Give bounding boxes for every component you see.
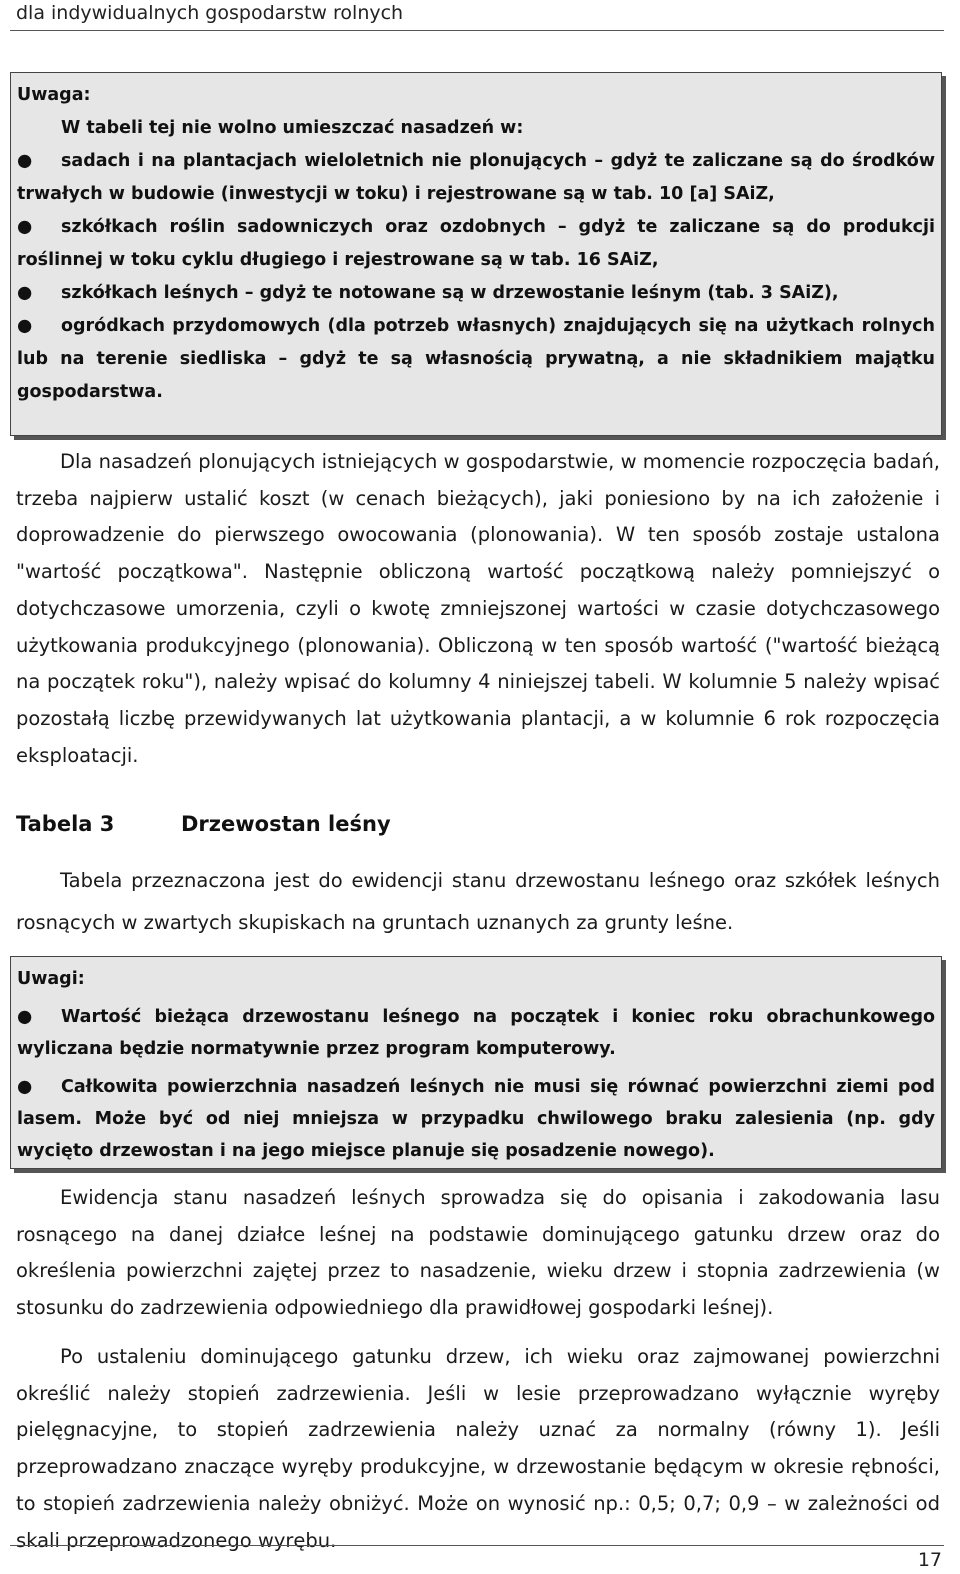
bullet-icon: ●	[17, 1007, 33, 1027]
note-intro: W tabeli tej nie wolno umieszczać nasadzeń w:	[61, 118, 524, 138]
note-bullet	[17, 1071, 935, 1167]
bullet-icon: ●	[17, 316, 33, 336]
note-bullet	[17, 310, 935, 409]
section-number: Tabela 3	[16, 812, 115, 836]
bullet-icon: ●	[17, 151, 33, 171]
running-header: dla indywidualnych gospodarstw rolnych	[16, 2, 404, 24]
footer-divider	[10, 1545, 944, 1546]
note-bullet	[17, 1001, 935, 1065]
note-title: Uwaga:	[17, 85, 91, 105]
note-bullet-text: sadach i na plantacjach wieloletnich nie plonujących – gdyż te zaliczane są do środków trwałych w budowie (inwestycji w toku) i rejestrowane są w tab. 10 [a] SAiZ,	[17, 151, 935, 204]
note-bullet-text: ogródkach przydomowych (dla potrzeb własnych) znajdujących się na użytkach rolnych lub na terenie siedliska – gdyż te są własnością prywatną, a nie składnikiem majątku gospodarstwa.	[17, 316, 935, 402]
paragraph-text: Po ustaleniu dominującego gatunku drzew, ich wieku oraz zajmowanej powierzchni określić należy stopień zadrzewienia. Jeśli w lesie przeprowadzano wyłącznie wyręby pielęgnacyjne, to stopień zadrzewienia należy uznać za normalny (równy 1). Jeśli przeprowadzano znaczące wyręby produkcyjne, w drzewostanie będącym w okresie rębności, to stopień zadrzewienia należy obniżyć. Może on wynosić np.: 0,5; 0,7; 0,9 – w zależności od skali przeprowadzonego wyrębu.	[16, 1345, 940, 1552]
paragraph-plantation-value	[16, 444, 940, 774]
paragraph-text: Dla nasadzeń plonujących istniejących w gospodarstwie, w momencie rozpoczęcia badań, trzeba najpierw ustalić koszt (w cenach bieżących), jaki poniesiono by na ich założenie i doprowadzenie do pierwszego owocowania (plonowania). W ten sposób zostaje ustalona "wartość początkowa". Następnie obliczoną wartość początkową należy pomniejszyć o dotychczasowe umorzenia, czyli o kwotę zmniejszonej wartości w czasie dotychczasowego użytkowania produkcyjnego (plonowania). Obliczoną w ten sposób wartość ("wartość bieżącą na początek roku"), należy wpisać do kolumny 4 niniejszej tabeli. W kolumnie 5 należy wpisać pozostałą liczbę przewidywanych lat użytkowania plantacji, a w kolumnie 6 rok rozpoczęcia eksploatacji.	[16, 450, 940, 767]
paragraph-forest-records	[16, 1180, 940, 1327]
note-bullet	[17, 277, 935, 310]
paragraph-text: Tabela przeznaczona jest do ewidencji stanu drzewostanu leśnego oraz szkółek leśnych rosnących w zwartych skupiskach na gruntach uznanych za grunty leśne.	[16, 869, 940, 934]
bullet-icon: ●	[17, 1077, 33, 1097]
note-box-uwagi	[10, 956, 942, 1169]
note-bullet	[17, 211, 935, 277]
note-bullet-text: szkółkach roślin sadowniczych oraz ozdobnych – gdyż te zaliczane są do produkcji roślinnej w toku cyklu długiego i rejestrowane są w tab. 16 SAiZ,	[17, 217, 935, 270]
bullet-icon: ●	[17, 283, 33, 303]
note-title: Uwagi:	[17, 969, 85, 989]
note-bullet	[17, 145, 935, 211]
note-bullet-text: Całkowita powierzchnia nasadzeń leśnych nie musi się równać powierzchni ziemi pod lasem. Może być od niej mniejsza w przypadku chwilowego braku zalesienia (np. gdy wycięto drzewostan i na jego miejsce planuje się posadzenie nowego).	[17, 1077, 935, 1161]
paragraph-stocking-degree	[16, 1339, 940, 1559]
page-number: 17	[917, 1549, 942, 1571]
bullet-icon: ●	[17, 217, 33, 237]
note-bullet-text: szkółkach leśnych – gdyż te notowane są w drzewostanie leśnym (tab. 3 SAiZ),	[61, 283, 839, 303]
section-title: Drzewostan leśny	[181, 812, 391, 836]
header-divider	[10, 30, 944, 31]
note-bullet-text: Wartość bieżąca drzewostanu leśnego na początek i koniec roku obrachunkowego wyliczana będzie normatywnie przez program komputerowy.	[17, 1007, 935, 1059]
paragraph-text: Ewidencja stanu nasadzeń leśnych sprowadza się do opisania i zakodowania lasu rosnącego na danej działce leśnej na podstawie dominującego gatunku drzew oraz do określenia powierzchni zajętej przez to nasadzenie, wieku drzew i stopnia zadrzewienia (w stosunku do zadrzewienia odpowiedniego dla prawidłowej gospodarki leśnej).	[16, 1186, 940, 1320]
paragraph-table-purpose	[16, 860, 940, 944]
note-box-uwaga	[10, 72, 942, 436]
section-heading	[16, 812, 391, 836]
